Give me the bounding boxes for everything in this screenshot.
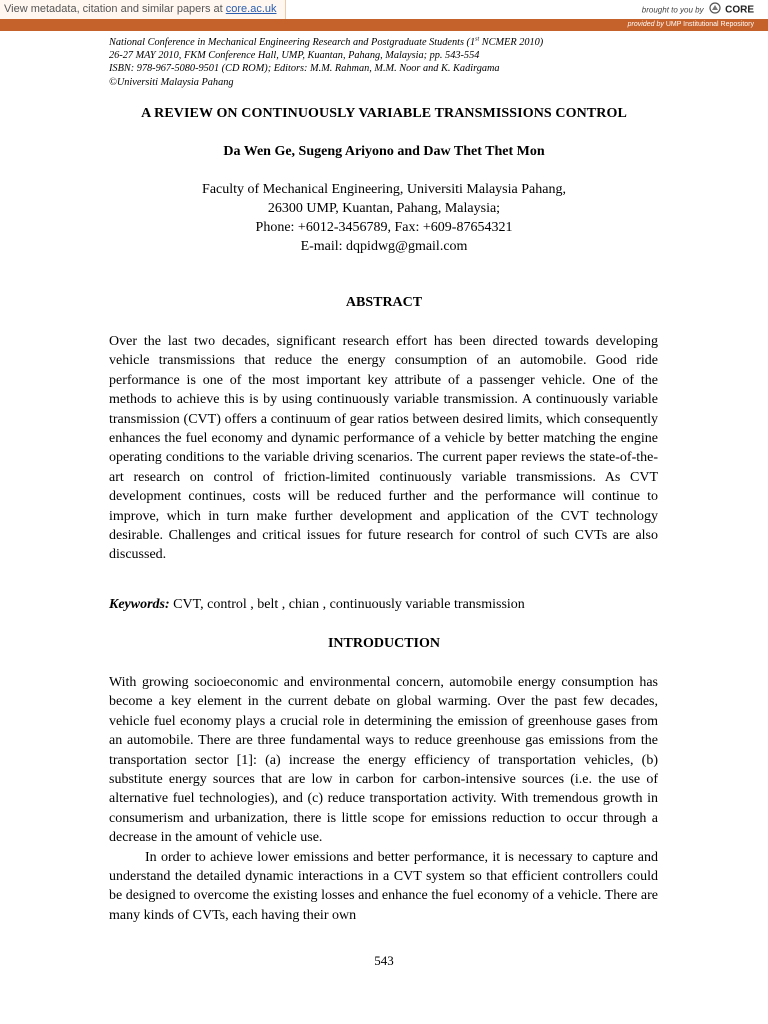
introduction-body xyxy=(109,673,658,925)
header-line-1 xyxy=(109,36,669,49)
core-metadata-text: View metadata, citation and similar papers at xyxy=(4,3,226,15)
provided-bar xyxy=(0,19,768,31)
paper-title: A REVIEW ON CONTINUOUSLY VARIABLE TRANSMISSIONS CONTROL xyxy=(141,106,627,121)
core-banner xyxy=(0,0,768,20)
provided-text: UMP Institutional Repository xyxy=(665,21,754,28)
header-line-2: 26-27 MAY 2010, FKM Conference Hall, UMP, Kuantan, Pahang, Malaysia; pp. 543-554 xyxy=(109,50,480,62)
provided-by[interactable] xyxy=(628,19,754,31)
affiliation-line-2: 26300 UMP, Kuantan, Pahang, Malaysia; xyxy=(267,201,501,216)
introduction-heading: INTRODUCTION xyxy=(327,636,440,651)
core-brand[interactable] xyxy=(642,2,754,17)
introduction-paragraph-2: In order to achieve lower emissions and better performance, it is necessary to capture and understand the detailed dynamic interactions in a CVT system so that efficient controllers could be designed to overcome the existing losses and enhance the fuel economy of a vehicle. There are many kinds of CVTs, each having their own xyxy=(109,849,658,923)
header-line-1-a: National Conference in Mechanical Engineering Research and Postgraduate Students (1 xyxy=(109,37,476,48)
header-line-4: ©Universiti Malaysia Pahang xyxy=(109,76,234,88)
core-logo-icon xyxy=(709,2,721,19)
page-number: 543 xyxy=(374,953,394,968)
abstract-heading: ABSTRACT xyxy=(345,295,423,310)
abstract-text: Over the last two decades, significant research effort has been directed towards developing vehicle transmissions that reduce the energy consumption of an automobile. Good ride performance is one of the most important key attribute of a passenger vehicle. One of the methods to achieve this is by using continuously variable transmission. A continuously variable transmission (CVT) offers a continuum of gear ratios between desired limits, which consequently enhances the fuel economy and dynamic performance of a vehicle by better matching the engine operating conditions to the variable driving scenarios. The current paper reviews the state-of-the-art research on control of friction-limited continuously variable transmissions. As CVT development continues, costs will be reduced further and the performance will continue to improve, which in turn make further development and application of the CVT technology desirable. Challenges and critical issues for future research for control of such CVTs are also discussed. xyxy=(109,334,658,563)
introduction-paragraph-1: With growing socioeconomic and environmental concern, automobile energy consumption has become a key element in the current debate on global warming. Over the past few decades, vehicle fuel economy plays a crucial role in determining the emission of greenhouse gases from an automobile. There are three fundamental ways to reduce greenhouse gas emissions from the transportation sector [1]: (a) increase the energy efficiency of transportation vehicles, (b) substitute energy sources that are low in carbon for carbon-intensive sources (i.e. the use of alternative fuel technologies), and (c) reduce transportation activity. With tremendous growth in consumerism and urbanization, there is little scope for emissions reduction to occur through a decrease in the amount of vehicle use. xyxy=(109,675,658,846)
affiliation-line-1: Faculty of Mechanical Engineering, Universiti Malaysia Pahang, xyxy=(202,182,566,197)
brought-text: brought to you by xyxy=(641,5,704,15)
header-line-1-sup: st xyxy=(475,36,480,43)
affiliation-line-3: Phone: +6012-3456789, Fax: +609-87654321 xyxy=(255,220,513,235)
keywords-text: CVT, control , belt , chian , continuously variable transmission xyxy=(169,597,525,612)
core-metadata-link[interactable] xyxy=(0,0,286,20)
affiliation xyxy=(0,180,768,256)
provided-prefix: provided by xyxy=(627,21,664,28)
paper-authors: Da Wen Ge, Sugeng Ariyono and Daw Thet Thet Mon xyxy=(223,144,545,159)
conference-header xyxy=(109,36,669,89)
affiliation-email: E-mail: dqpidwg@gmail.com xyxy=(300,239,468,254)
core-name: CORE xyxy=(725,4,754,16)
header-line-3: ISBN: 978-967-5080-9501 (CD ROM); Editors: M.M. Rahman, M.M. Noor and K. Kadirgama xyxy=(109,63,500,75)
keywords xyxy=(109,597,658,613)
abstract-body xyxy=(109,332,658,565)
header-line-1-b: NCMER 2010) xyxy=(479,37,544,48)
keywords-label: Keywords: xyxy=(109,597,170,612)
core-link[interactable]: core.ac.uk xyxy=(225,3,277,15)
